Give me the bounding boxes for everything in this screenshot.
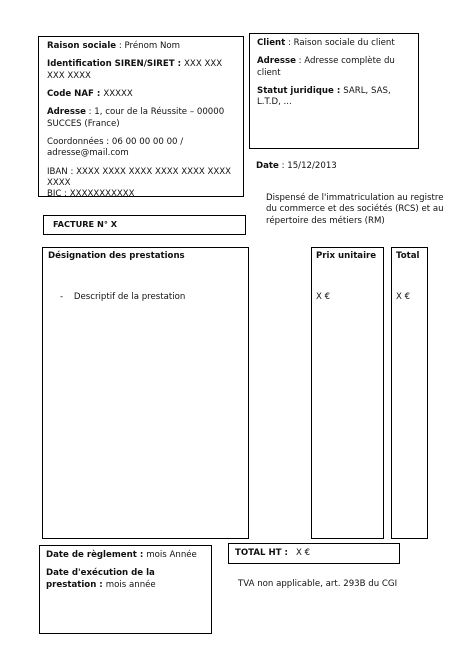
item-row — [60, 292, 185, 303]
emitter-raison: Raison sociale : Prénom Nom — [47, 41, 181, 51]
item-total: X € — [396, 292, 411, 302]
emitter-iban: IBAN : XXXX XXXX XXXX XXXX XXXX XXXX XXXX — [47, 166, 232, 189]
total-header: Total — [396, 251, 420, 261]
emitter-bic: BIC : XXXXXXXXXXX — [47, 189, 135, 200]
emitter-address: Adresse : 1, cour de la Réussite – 00000 SUCCES (France) — [47, 107, 225, 129]
client-name: Client : Raison sociale du client — [257, 38, 395, 48]
execution-date: Date d'exécution de la prestation : mois année — [46, 568, 156, 590]
emitter-contact: Coordonnées : 06 00 00 00 00 / adresse@mail.com — [47, 137, 184, 159]
invoice-date: Date : 15/12/2013 — [256, 161, 337, 171]
item-description: Descriptif de la prestation — [73, 292, 186, 302]
item-bullet: - — [60, 292, 64, 302]
unit-price-box — [311, 247, 384, 539]
client-status: Statut juridique : SARL, SAS, L.T.D, ... — [257, 86, 391, 108]
unit-price-header: Prix unitaire — [316, 251, 377, 261]
exemption-note: Dispensé de l'immatriculation au registre du commerce et des sociétés (RCS) et au répertoire des métiers (RM) — [266, 193, 444, 226]
invoice-title: FACTURE N° X — [53, 219, 118, 229]
total-ht-box: TOTAL HT : X € — [228, 543, 400, 564]
client-box — [249, 33, 419, 149]
payment-box — [39, 545, 212, 634]
designation-header: Désignation des prestations — [48, 251, 185, 261]
designation-box — [42, 247, 249, 539]
client-address: Adresse : Adresse complète du client — [257, 56, 395, 78]
total-box — [391, 247, 428, 539]
item-unit-price: X € — [316, 292, 331, 302]
vat-note: TVA non applicable, art. 293B du CGI — [238, 579, 398, 589]
emitter-box — [38, 36, 244, 200]
invoice-title-box — [43, 215, 246, 235]
settlement-date: Date de règlement : mois Année — [46, 550, 197, 560]
emitter-naf: Code NAF : XXXXX — [47, 89, 133, 100]
emitter-siren: Identification SIREN/SIRET : XXX XXX XXX XXXX — [47, 59, 223, 81]
